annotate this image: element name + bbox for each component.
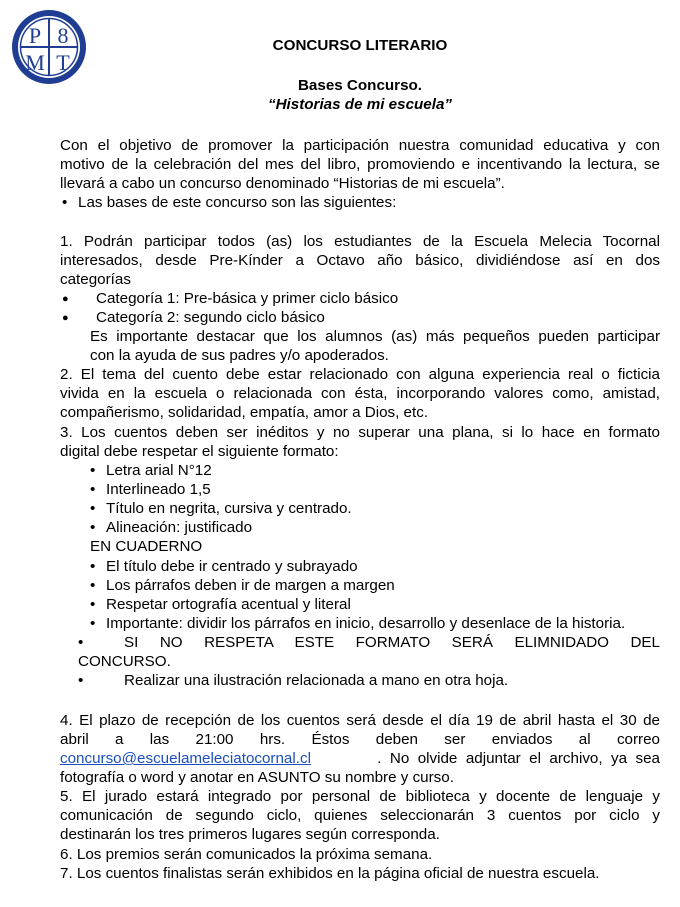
bases-intro: Las bases de este concurso son las siguientes:: [78, 194, 397, 211]
rule-1-line: categorías: [60, 271, 131, 288]
rule-2-line: 2. El tema del cuento debe estar relacionado con alguna experiencia real o ficticia: [60, 366, 660, 383]
cuaderno-item: Los párrafos deben ir de margen a margen: [106, 577, 395, 594]
rule-2-line: compañerismo, solidaridad, empatía, amor a Dios, etc.: [60, 404, 429, 421]
document-subtitle: Bases Concurso.: [297, 77, 423, 94]
bullet-marker: •: [78, 634, 84, 651]
format-item: Título en negrita, cursiva y centrado.: [106, 500, 352, 517]
rule-1-line: interesados, desde Pre-Kínder a Octavo año básico, dividiéndose así en dos: [60, 252, 660, 269]
cuaderno-item: Respetar ortografía acentual y literal: [106, 596, 351, 613]
rule-4-line: abril a las 21:00 hrs. Éstos deben ser enviados al correo: [60, 731, 660, 748]
rule-4-line: [60, 749, 660, 768]
document-title: CONCURSO LITERARIO: [272, 37, 448, 54]
bullet-marker: •: [90, 615, 96, 632]
bullet-marker: ●: [62, 312, 69, 324]
rule-4-text: . No olvide adjuntar el archivo, ya sea: [372, 750, 660, 767]
svg-text:M: M: [25, 50, 45, 75]
rule-5-line: comunicación de segundo ciclo, quienes seleccionarán 3 cuentos por ciclo y: [60, 807, 660, 824]
rule-7: 7. Los cuentos finalistas serán exhibidos en la página oficial de nuestra escuela.: [60, 865, 600, 882]
category-note: Es importante destacar que los alumnos (as) más pequeños pueden participar: [90, 328, 660, 345]
intro-line: Con el objetivo de promover la participación nuestra comunidad educativa y con: [60, 137, 660, 154]
bullet-marker: •: [90, 596, 96, 613]
bullet-marker: •: [90, 462, 96, 479]
format-warning: SI NO RESPETA ESTE FORMATO SERÁ ELIMNIDADO DEL: [124, 634, 660, 651]
cuaderno-item: Importante: dividir los párrafos en inicio, desarrollo y desenlace de la historia.: [106, 615, 626, 632]
bullet-marker: ●: [62, 293, 69, 305]
format-item: Alineación: justificado: [106, 519, 253, 536]
bullet-marker: •: [90, 577, 96, 594]
svg-text:8: 8: [57, 23, 69, 48]
format-item: Interlineado 1,5: [106, 481, 211, 498]
category-note: con la ayuda de sus padres y/o apoderados.: [90, 347, 389, 364]
category-1: Categoría 1: Pre-básica y primer ciclo básico: [96, 290, 399, 307]
bullet-marker: •: [90, 558, 96, 575]
bullet-marker: •: [90, 481, 96, 498]
format-item: Letra arial N°12: [106, 462, 212, 479]
illustration-note: Realizar una ilustración relacionada a mano en otra hoja.: [124, 672, 509, 689]
contest-email-link[interactable]: concurso@escuelameleciatocornal.cl: [60, 750, 311, 767]
rule-4-line: 4. El plazo de recepción de los cuentos será desde el día 19 de abril hasta el 30 de: [60, 712, 660, 729]
cuaderno-label: EN CUADERNO: [90, 538, 203, 555]
contest-name: “Historias de mi escuela”: [267, 96, 452, 113]
rule-2-line: vivida en la escuela o relacionada con ésta, incorporando valores como, amistad,: [60, 385, 660, 402]
rule-4-line: fotografía o word y anotar en ASUNTO su nombre y curso.: [60, 769, 454, 786]
format-warning: CONCURSO.: [78, 653, 171, 670]
rule-3-line: digital debe respetar el siguiente formato:: [60, 443, 339, 460]
svg-text:P: P: [28, 23, 42, 48]
svg-text:T: T: [56, 50, 70, 75]
intro-line: motivo de la celebración del mes del libro, promoviendo e incentivando la lectura, se: [60, 156, 660, 173]
category-2: Categoría 2: segundo ciclo básico: [96, 309, 325, 326]
bullet-marker: •: [78, 672, 84, 689]
rule-5-line: 5. El jurado estará integrado por personal de biblioteca y docente de lenguaje y: [60, 788, 660, 805]
rule-6: 6. Los premios serán comunicados la próxima semana.: [60, 846, 433, 863]
bullet-marker: •: [62, 194, 68, 211]
rule-1-line: 1. Podrán participar todos (as) los estudiantes de la Escuela Melecia Tocornal: [60, 233, 660, 250]
rule-3-line: 3. Los cuentos deben ser inéditos y no superar una plana, si lo hace en formato: [60, 424, 660, 441]
intro-line: llevará a cabo un concurso denominado “Historias de mi escuela”.: [60, 175, 505, 192]
rule-5-line: destinarán los tres primeros lugares según corresponda.: [60, 826, 440, 843]
cuaderno-item: El título debe ir centrado y subrayado: [106, 558, 358, 575]
bullet-marker: •: [90, 500, 96, 517]
bullet-marker: •: [90, 519, 96, 536]
